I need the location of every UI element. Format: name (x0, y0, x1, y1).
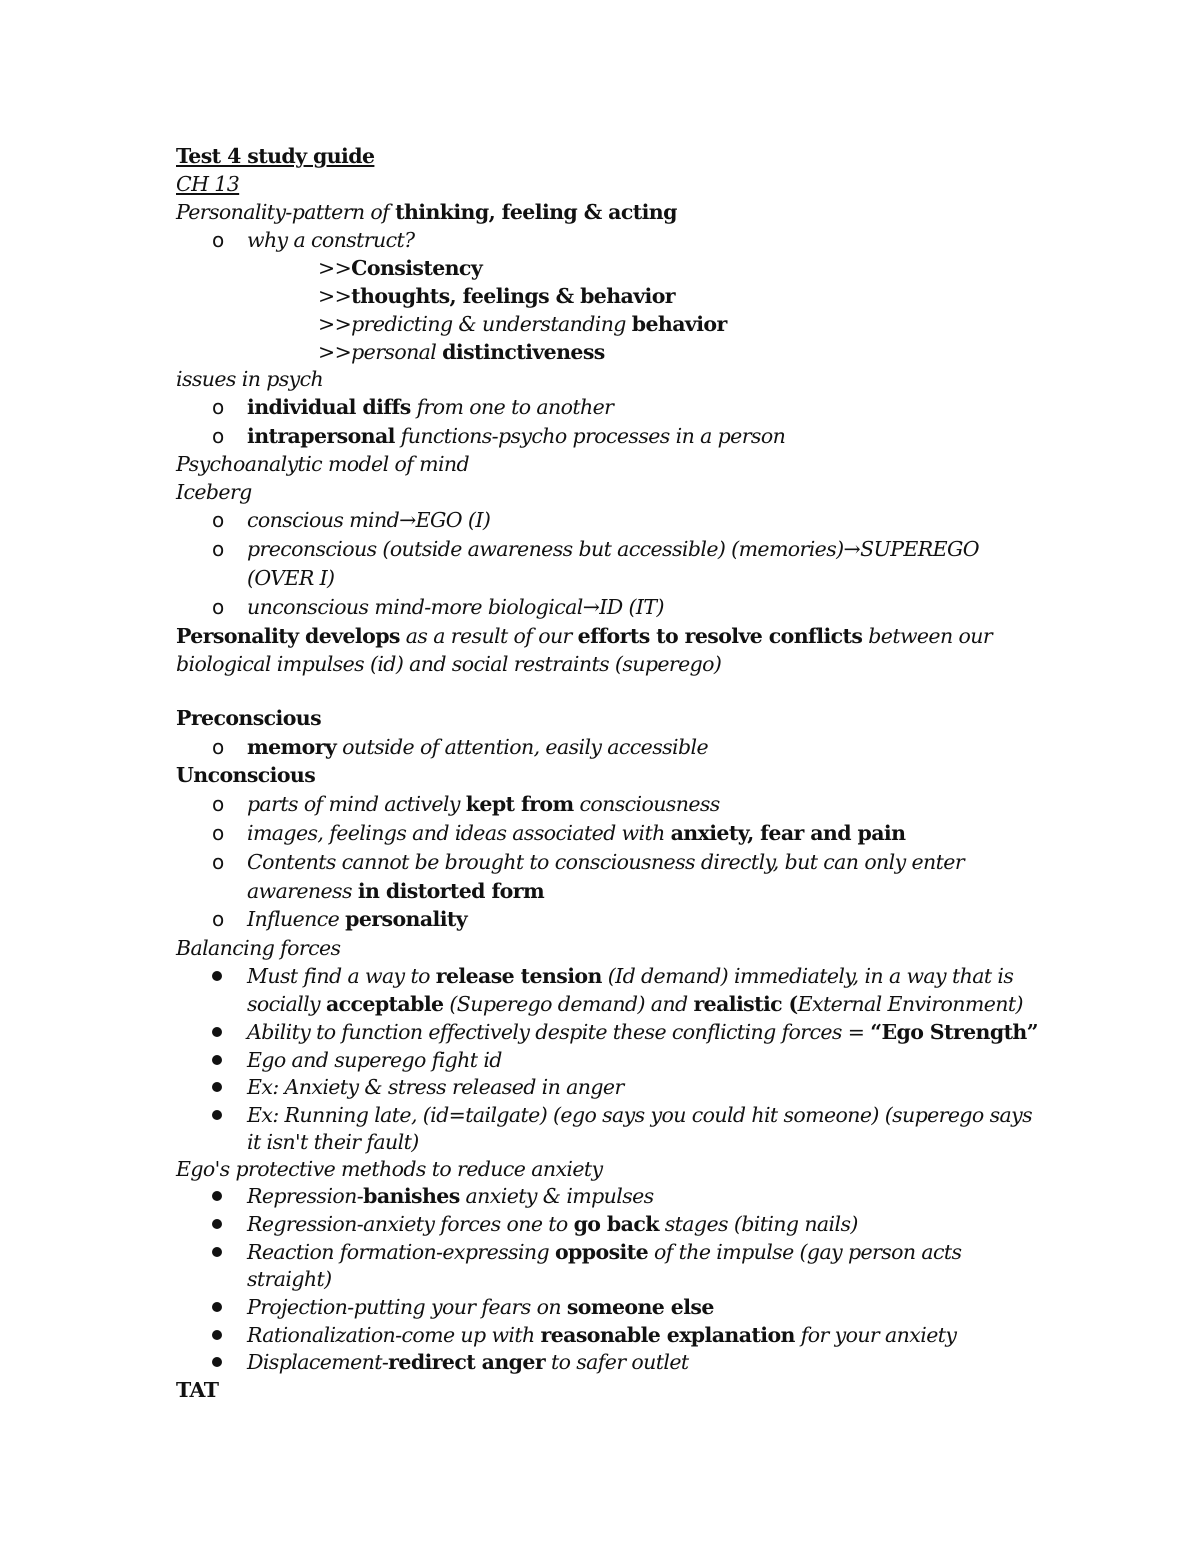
construct-point: >>thoughts, feelings & behavior (318, 284, 676, 308)
circle-bullet: o (212, 792, 225, 816)
circle-bullet: o (212, 907, 225, 931)
bullet-dot (212, 1027, 222, 1037)
bullet-dot (212, 1247, 222, 1257)
develops-statement-cont: biological impulses (id) and social restraints (superego) (176, 652, 722, 676)
unconscious-item: images, feelings and ideas associated with anxiety, fear and pain (247, 821, 906, 845)
bullet-dot (212, 1110, 222, 1120)
unconscious-heading: Unconscious (176, 763, 316, 787)
personality-bold: thinking, feeling & acting (395, 200, 677, 224)
balancing-heading: Balancing forces (176, 936, 341, 960)
balancing-item: Ability to function effectively despite these conflicting forces = “Ego Strength” (247, 1020, 1038, 1044)
unconscious-item-cont: awareness in distorted form (247, 879, 545, 903)
construct-point: >>predicting & understanding behavior (318, 312, 727, 336)
issue-item: individual diffs from one to another (247, 395, 614, 419)
bullet-dot (212, 1055, 222, 1065)
balancing-item-cont: socially acceptable (Superego demand) and realistic (External Environment) (247, 992, 1023, 1016)
iceberg-heading: Iceberg (176, 480, 252, 504)
protective-item: Regression-anxiety forces one to go back stages (biting nails) (247, 1212, 858, 1236)
protective-heading: Ego's protective methods to reduce anxiety (176, 1157, 603, 1181)
balancing-item: Ego and superego fight id (247, 1048, 502, 1072)
bullet-dot (212, 1082, 222, 1092)
psychoanalytic-heading: Psychoanalytic model of mind (176, 452, 470, 476)
circle-bullet: o (212, 395, 225, 419)
personality-label: Personality-pattern of (176, 200, 396, 224)
preconscious-item: memory outside of attention, easily accessible (247, 735, 709, 759)
circle-bullet: o (212, 735, 225, 759)
protective-item-cont: straight) (247, 1267, 332, 1291)
circle-bullet: o (212, 424, 225, 448)
tat-heading: TAT (176, 1378, 219, 1402)
balancing-item: Ex: Anxiety & stress released in anger (247, 1075, 624, 1099)
protective-item: Repression-banishes anxiety & impulses (247, 1184, 654, 1208)
iceberg-unconscious: unconscious mind-more biological→ID (IT) (247, 595, 664, 619)
unconscious-item: Contents cannot be brought to consciousness directly, but can only enter (247, 850, 965, 874)
protective-item: Projection-putting your fears on someone else (247, 1295, 714, 1319)
circle-bullet: o (212, 537, 225, 561)
balancing-item: Must find a way to release tension (Id demand) immediately, in a way that is (247, 964, 1014, 988)
unconscious-item: Influence personality (247, 907, 468, 931)
issues-heading: issues in psych (176, 367, 324, 391)
bullet-dot (212, 1219, 222, 1229)
why-construct: why a construct? (247, 228, 415, 252)
balancing-item-cont: it isn't their fault) (247, 1130, 419, 1154)
circle-bullet: o (212, 595, 225, 619)
bullet-dot (212, 1330, 222, 1340)
unconscious-item: parts of mind actively kept from consciousness (247, 792, 720, 816)
preconscious-heading: Preconscious (176, 706, 322, 730)
balancing-item: Ex: Running late, (id=tailgate) (ego says you could hit someone) (superego says (247, 1103, 1033, 1127)
develops-statement: Personality develops as a result of our efforts to resolve conflicts between our (176, 624, 993, 648)
protective-item: Reaction formation-expressing opposite of the impulse (gay person acts (247, 1240, 962, 1264)
chapter-heading: CH 13 (176, 172, 240, 196)
protective-item: Rationalization-come up with reasonable explanation for your anxiety (247, 1323, 957, 1347)
construct-point: >>personal distinctiveness (318, 340, 605, 364)
protective-item: Displacement-redirect anger to safer outlet (247, 1350, 689, 1374)
construct-point: >>Consistency (318, 256, 483, 280)
personality-definition (176, 198, 677, 226)
circle-bullet: o (212, 821, 225, 845)
iceberg-preconscious: preconscious (outside awareness but accessible) (memories)→SUPEREGO (247, 537, 979, 561)
issue-item: intrapersonal functions-psycho processes in a person (247, 424, 786, 448)
bullet-dot (212, 971, 222, 981)
document-title: Test 4 study guide (176, 144, 375, 168)
circle-bullet: o (212, 850, 225, 874)
iceberg-preconscious-cont: (OVER I) (247, 566, 335, 590)
circle-bullet: o (212, 228, 225, 252)
iceberg-conscious: conscious mind→EGO (I) (247, 508, 491, 532)
circle-bullet: o (212, 508, 225, 532)
bullet-dot (212, 1191, 222, 1201)
bullet-dot (212, 1302, 222, 1312)
bullet-dot (212, 1357, 222, 1367)
